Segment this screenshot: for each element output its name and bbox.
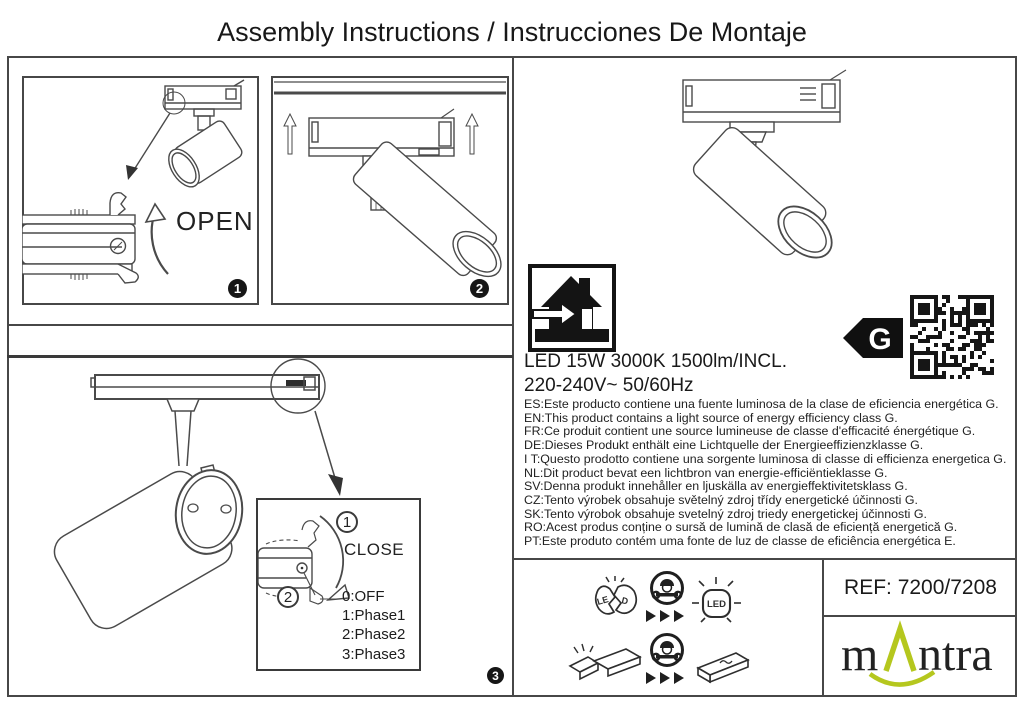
lang-line-ro: RO:Acest produs conține o sursă de lumină de clasă de eficiență energetică G. [524, 520, 958, 535]
step3-number-badge: 3 [487, 667, 504, 684]
phase-option: 3:Phase3 [342, 645, 406, 663]
phase-positions [342, 587, 405, 664]
step2-number-badge: 2 [470, 279, 489, 298]
energy-language-list [524, 398, 1016, 549]
led-lamp-icon [690, 573, 742, 623]
brand-text-pre: m [840, 628, 878, 681]
lang-line-nl: NL:Dit product bevat een lichtbron van energie-efficiëntieklasse G. [524, 465, 888, 480]
brand-logo [824, 617, 1017, 695]
phase-option: 1:Phase1 [342, 607, 406, 625]
lang-line-de: DE:Dieses Produkt enthält eine Lichtquelle der Energieeffizienzklasse G. [524, 438, 924, 453]
lang-line-it: I T:Questo prodotto contiene una sorgente luminosa di classe di efficienza energetica G. [524, 451, 1007, 466]
open-label: OPEN [176, 206, 254, 236]
energy-class-letter: G [868, 323, 892, 356]
broken-driver-icon [568, 642, 642, 686]
technician-icon [645, 570, 689, 622]
reference-number: REF: 7200/7208 [844, 575, 997, 599]
lang-line-fr: FR:Ce produit contient une source lumineuse de classe d'efficacité énergétique G. [524, 424, 976, 439]
page-title: Assembly Instructions / Instrucciones De Montaje [217, 17, 807, 47]
phase-switch-inset [256, 498, 421, 671]
indoor-use-icon [527, 263, 617, 353]
lang-line-es: ES:Este producto contiene una fuente luminosa de la clase de eficiencia energética G. [524, 397, 999, 411]
broken-led-icon [590, 576, 638, 620]
broken-led-text-left: LE [595, 594, 610, 607]
callout-switch: 2 [277, 586, 299, 608]
product-drawing [650, 62, 870, 277]
lang-line-cz: CZ:Tento výrobek obsahuje světelný zdroj třídy energetické účinnosti G. [524, 492, 918, 507]
lang-line-sk: SK:Tento výrobok obsahuje svetelný zdroj triedy energetickej účinnosti G. [524, 506, 927, 521]
broken-led-text-right: D [620, 595, 630, 607]
energy-class-arrow [841, 315, 905, 361]
mantra-logo-icon [839, 620, 1003, 692]
lang-line-sv: SV:Denna produkt innehåller en ljuskälla av energieffektivitetsklass G. [524, 479, 908, 494]
proceed-arrows-icon [646, 610, 684, 622]
proceed-arrows-icon [646, 672, 684, 684]
qr-code [905, 290, 999, 384]
close-label: CLOSE [344, 540, 405, 559]
driver-icon [694, 642, 750, 686]
phase-option: 2:Phase2 [342, 626, 406, 644]
technician-icon [645, 632, 689, 684]
lang-line-en: EN:This product contains a light source of energy efficiency class G. [524, 410, 898, 425]
led-lamp-text: LED [707, 599, 726, 610]
lang-line-pt: PT:Este produto contém uma fonte de luz de classe de eficiência energética E. [524, 534, 956, 549]
phase-option: 0:OFF [342, 588, 385, 605]
step1-illustration [22, 76, 259, 305]
lamp-spec: LED 15W 3000K 1500lm/INCL. [524, 351, 787, 372]
callout-close: 1 [336, 511, 358, 533]
step1-number-badge: 1 [228, 279, 247, 298]
step2-illustration [271, 76, 509, 305]
brand-text-post: ntra [917, 628, 993, 681]
power-spec: 220-240V~ 50/60Hz [524, 375, 694, 396]
brand-lambda [886, 629, 914, 671]
